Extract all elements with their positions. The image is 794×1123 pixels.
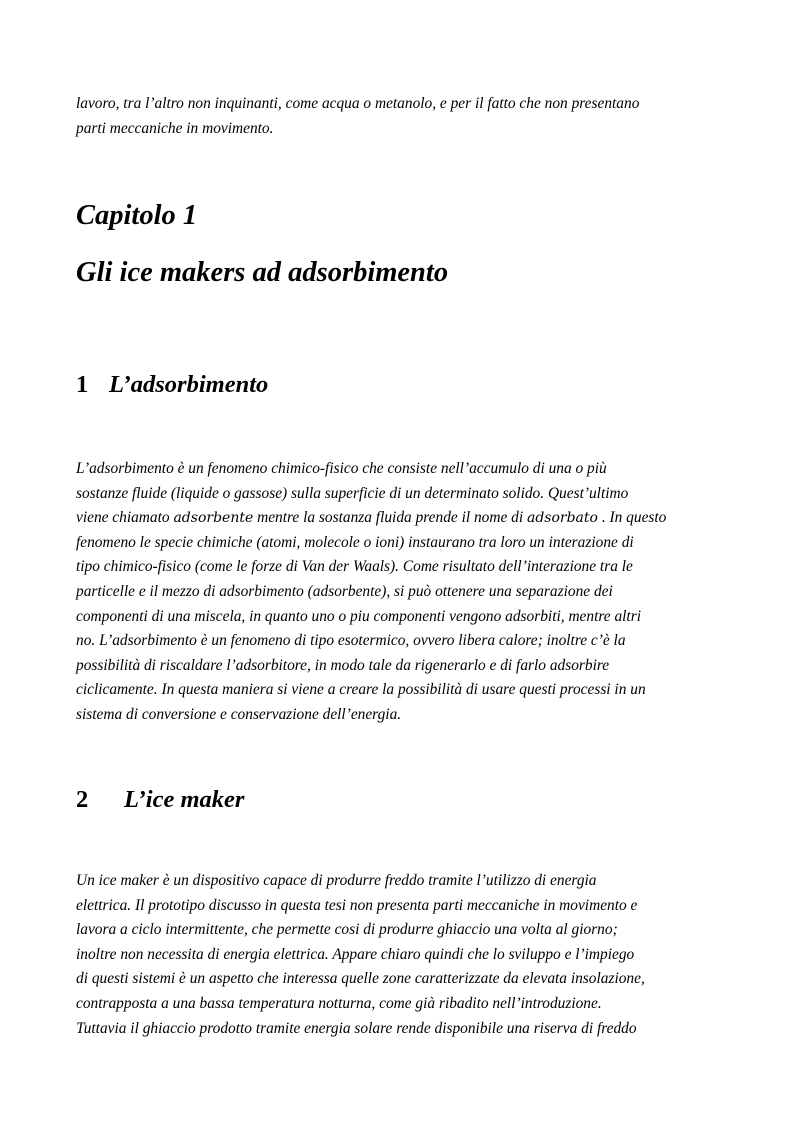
text-line: elettrica. Il prototipo discusso in questa tesi non presenta parti meccaniche in movimento e bbox=[76, 896, 638, 914]
term-adsorbente: adsorbente bbox=[173, 510, 254, 527]
chapter-label: Capitolo 1 bbox=[76, 200, 198, 231]
section-number: 2 bbox=[76, 786, 89, 813]
text-line: sostanze fluide (liquide o gassose) sulla superficie di un determinato solido. Quest’ultimo bbox=[76, 484, 629, 502]
term-adsorbato: adsorbato bbox=[526, 510, 598, 527]
text-line: lavoro, tra l’altro non inquinanti, come acqua o metanolo, e per il fatto che non presentano bbox=[76, 95, 640, 112]
section-title: L’ice maker bbox=[124, 786, 245, 813]
text-line: di questi sistemi è un aspetto che interessa quelle zone caratterizzate da elevata insolazione, bbox=[76, 970, 645, 988]
text-line: no. L’adsorbimento è un fenomeno di tipo esotermico, ovvero libera calore; inoltre c’è la bbox=[76, 632, 626, 650]
text-segment: viene chiamato bbox=[76, 509, 174, 527]
chapter-title: Gli ice makers ad adsorbimento bbox=[76, 257, 449, 288]
text-line: Un ice maker è un dispositivo capace di produrre freddo tramite l’utilizzo di energia bbox=[76, 872, 597, 889]
text-line: inoltre non necessita di energia elettrica. Appare chiaro quindi che lo sviluppo e l’impiego bbox=[76, 945, 635, 963]
text-line: tipo chimico-fisico (come le forze di Van der Waals). Come risultato dell’interazione tra le bbox=[76, 558, 633, 576]
section-title: L’adsorbimento bbox=[109, 371, 269, 398]
text-line: parti meccaniche in movimento. bbox=[76, 119, 274, 137]
text-line: lavora a ciclo intermittente, che permette cosi di produrre ghiaccio una volta al giorno; bbox=[76, 921, 618, 939]
text-line: sistema di conversione e conservazione dell’energia. bbox=[76, 705, 402, 723]
section-2-heading bbox=[76, 785, 244, 815]
section-1-paragraph bbox=[76, 457, 722, 728]
text-line: possibilità di riscaldare l’adsorbitore, in modo tale da rigenerarlo e di farlo adsorbire bbox=[76, 656, 610, 674]
text-line: L’adsorbimento è un fenomeno chimico-fisico che consiste nell’accumulo di una o più bbox=[76, 460, 607, 477]
intro-continuation-paragraph bbox=[76, 92, 722, 141]
text-segment: . In questo bbox=[597, 509, 667, 527]
text-line: fenomeno le specie chimiche (atomi, molecole o ioni) instaurano tra loro un interazione di bbox=[76, 533, 634, 551]
text-line: ciclicamente. In questa maniera si viene a creare la possibilità di usare questi processi in un bbox=[76, 681, 646, 699]
text-line bbox=[76, 506, 722, 531]
text-line: particelle e il mezzo di adsorbimento (adsorbente), si può ottenere una separazione dei bbox=[76, 582, 613, 600]
text-line: contrapposta a una bassa temperatura notturna, come già ribadito nell’introduzione. bbox=[76, 994, 602, 1012]
section-number: 1 bbox=[76, 371, 89, 398]
section-2-paragraph bbox=[76, 869, 722, 1041]
section-1-heading bbox=[76, 370, 268, 400]
text-line: componenti di una miscela, in quanto uno o piu componenti vengono adsorbiti, mentre altri bbox=[76, 607, 641, 625]
text-segment: mentre la sostanza fluida prende il nome di bbox=[253, 509, 527, 527]
text-line: Tuttavia il ghiaccio prodotto tramite energia solare rende disponibile una riserva di freddo bbox=[76, 1019, 637, 1037]
